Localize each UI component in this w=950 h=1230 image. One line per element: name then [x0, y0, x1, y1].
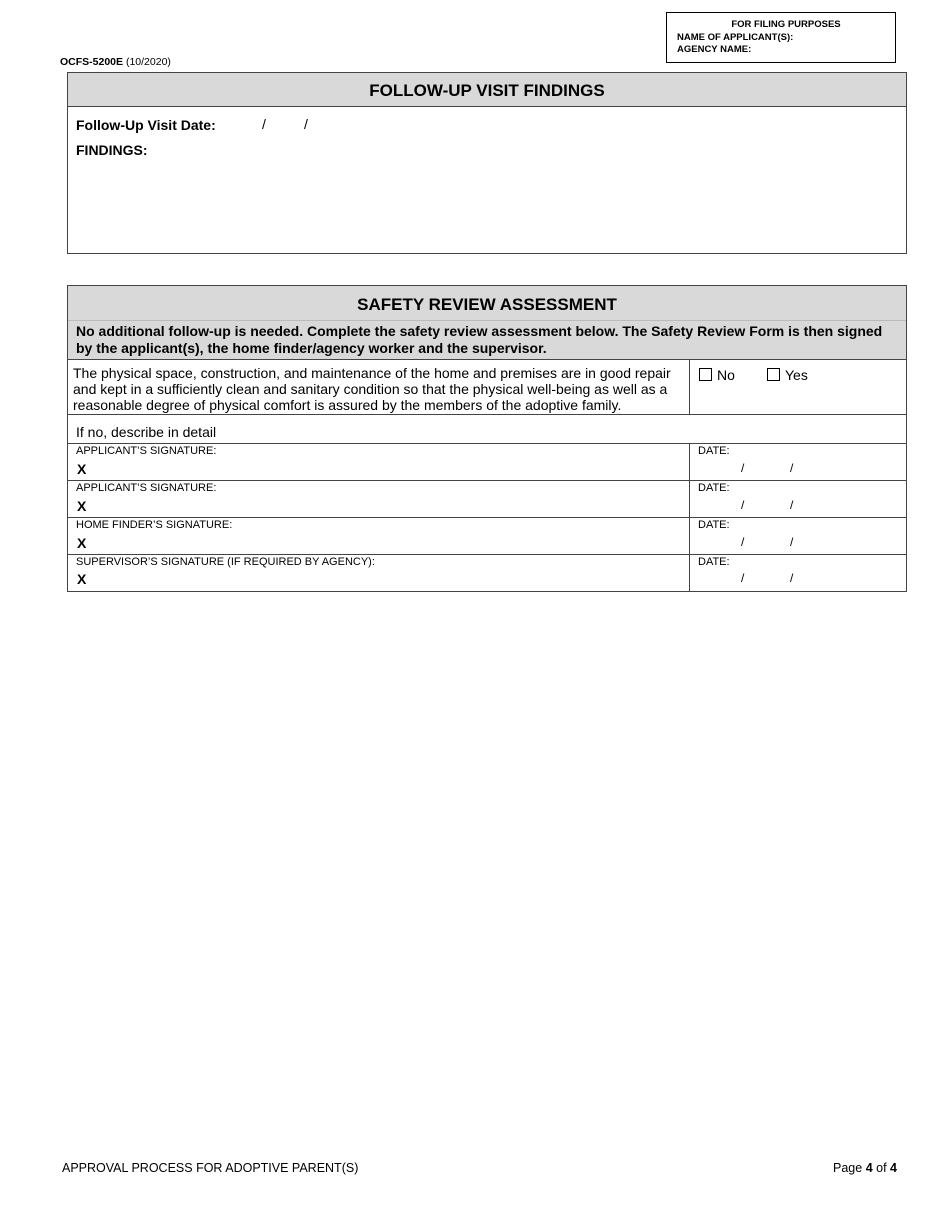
date-cell[interactable] [689, 481, 794, 517]
safety-statement: The physical space, construction, and maintenance of the home and premises are in good repair and kept in a sufficiently clean and sanitary condition so that the physical well-being as well as a reasonable degree of physical comfort is assured by the members of the adoptive family. [73, 365, 671, 413]
option-no[interactable] [699, 367, 735, 383]
date-slash: / [790, 498, 794, 512]
date-slash: / [790, 571, 794, 585]
filing-purposes-box [666, 12, 896, 63]
page-word: Page [833, 1161, 863, 1175]
signature-row [68, 481, 906, 518]
page-of: of [876, 1161, 887, 1175]
signature-field[interactable] [98, 458, 678, 478]
signature-field[interactable] [98, 569, 678, 589]
date-slash: / [790, 535, 794, 549]
safety-review-section [67, 285, 907, 592]
option-yes[interactable] [767, 367, 808, 383]
date-slash: / [741, 461, 745, 475]
signature-row [68, 444, 906, 481]
form-number: OCFS-5200E [60, 56, 124, 68]
page-total: 4 [890, 1161, 897, 1175]
applicant-name-label: NAME OF APPLICANT(S): [677, 31, 794, 43]
signature-row [68, 518, 906, 555]
statement-row [68, 360, 906, 415]
followup-date-field[interactable] [218, 113, 358, 133]
signature-label: HOME FINDER’S SIGNATURE: [76, 519, 233, 531]
answer-cell [689, 360, 808, 414]
footer-title: APPROVAL PROCESS FOR ADOPTIVE PARENT(S) [62, 1161, 359, 1175]
safety-instructions: No additional follow-up is needed. Complete the safety review assessment below. The Safety Review Form is then signed by the applicant(s), the home finder/agency worker and the supervisor. [68, 320, 906, 360]
followup-title: FOLLOW-UP VISIT FINDINGS [68, 73, 906, 107]
followup-date-label: Follow-Up Visit Date: [76, 117, 216, 133]
signature-mark: X [77, 498, 87, 514]
signature-mark: X [77, 535, 87, 551]
yes-checkbox[interactable] [767, 368, 780, 381]
date-label: DATE: [698, 482, 730, 494]
signature-label: APPLICANT’S SIGNATURE: [76, 482, 217, 494]
filing-title: FOR FILING PURPOSES [731, 19, 841, 30]
date-slash: / [741, 535, 745, 549]
date-label: DATE: [698, 556, 730, 568]
signature-row [68, 555, 906, 591]
date-slash: / [741, 498, 745, 512]
form-revision: (10/2020) [125, 56, 171, 68]
form-identifier [60, 56, 171, 68]
date-slash: / [262, 116, 266, 132]
signature-label: APPLICANT’S SIGNATURE: [76, 445, 217, 457]
date-label: DATE: [698, 519, 730, 531]
findings-field[interactable] [76, 163, 896, 243]
followup-findings-section [67, 72, 907, 254]
date-cell[interactable] [689, 518, 794, 554]
agency-name-label: AGENCY NAME: [677, 44, 752, 55]
date-slash: / [790, 461, 794, 475]
date-slash: / [304, 116, 308, 132]
signature-field[interactable] [98, 495, 678, 515]
safety-title: SAFETY REVIEW ASSESSMENT [68, 286, 906, 320]
date-label: DATE: [698, 445, 730, 457]
no-label: No [717, 367, 735, 383]
date-cell[interactable] [689, 555, 794, 591]
page-current: 4 [865, 1161, 873, 1175]
no-checkbox[interactable] [699, 368, 712, 381]
page-number [833, 1161, 897, 1175]
yes-label: Yes [785, 367, 808, 383]
date-slash: / [741, 571, 745, 585]
if-no-label: If no, describe in detail [76, 424, 217, 440]
findings-label: FINDINGS: [76, 142, 148, 158]
signature-label: SUPERVISOR’S SIGNATURE (IF REQUIRED BY AGENCY): [76, 556, 375, 568]
signature-mark: X [77, 571, 87, 587]
signature-mark: X [77, 461, 87, 477]
signature-field[interactable] [98, 532, 678, 552]
date-cell[interactable] [689, 444, 794, 480]
if-no-row[interactable] [68, 415, 906, 444]
